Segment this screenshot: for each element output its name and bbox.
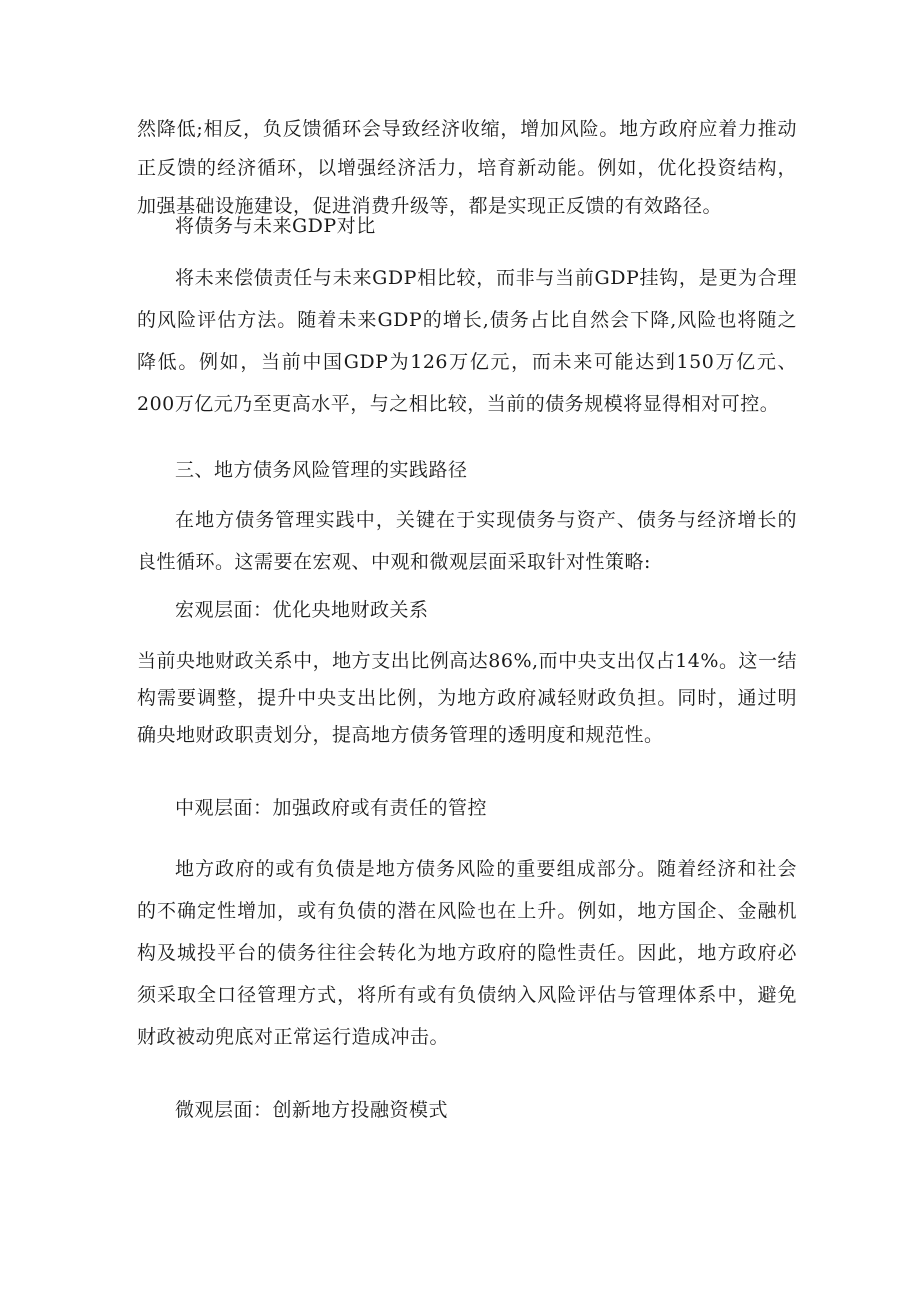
- subheading-macro-level: 宏观层面：优化央地财政关系: [175, 599, 429, 621]
- paragraph-future-gdp: 将未来偿债责任与未来GDP相比较，而非与当前GDP挂钩，是更为合理的风险评估方法。随着未来GDP的增长,债务占比自然会下降,风险也将随之降低。例如，当前中国GDP为126万亿元，而未来可能达到150万亿元、200万亿元乃至更高水平，与之相比较，当前的债务规模将显得相对可控。: [137, 267, 797, 415]
- paragraph-macro-level: 当前央地财政关系中，地方支出比例高达86%,而中央支出仅占14%。这一结构需要调整，提升中央支出比例，为地方政府减轻财政负担。同时，通过明确央地财政职责划分，提高地方债务管理的透明度和规范性。: [137, 650, 797, 746]
- paragraph-feedback-continuation: 然降低;相反，负反馈循环会导致经济收缩，增加风险。地方政府应着力推动正反馈的经济循环，以增强经济活力，培育新动能。例如，优化投资结构，加强基础设施建设，促进消费升级等，都是实现正反馈的有效路径。: [137, 118, 797, 217]
- subheading-micro-level: 微观层面：创新地方投融资模式: [175, 1099, 449, 1121]
- paragraph-meso-level: 地方政府的或有负债是地方债务风险的重要组成部分。随着经济和社会的不确定性增加，或有负债的潜在风险也在上升。例如，地方国企、金融机构及城投平台的债务往往会转化为地方政府的隐性责任。因此，地方政府必须采取全口径管理方式，将所有或有负债纳入风险评估与管理体系中，避免财政被动兜底对正常运行造成冲击。: [137, 858, 797, 1048]
- subheading-future-gdp: 将债务与未来GDP对比: [175, 215, 376, 237]
- subheading-meso-level: 中观层面：加强政府或有责任的管控: [175, 797, 488, 819]
- paragraph-practice-path: 在地方债务管理实践中，关键在于实现债务与资产、债务与经济增长的良性循环。这需要在宏观、中观和微观层面采取针对性策略:: [137, 509, 797, 573]
- section-heading-practice-path: 三、地方债务风险管理的实践路径: [175, 459, 468, 481]
